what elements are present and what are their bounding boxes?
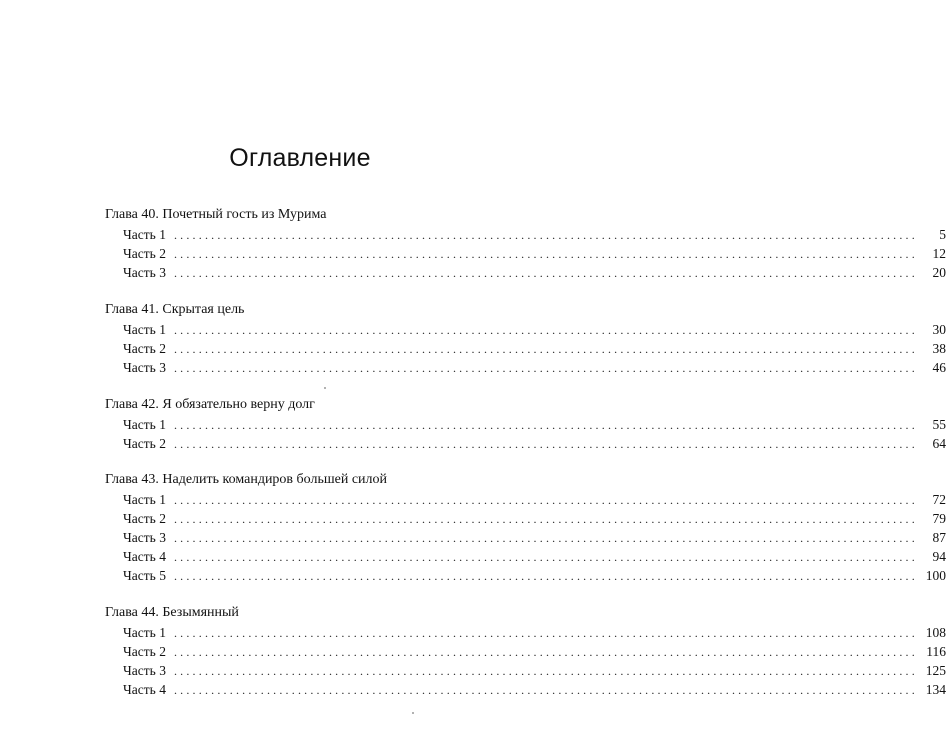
dot-leader: ........................................................................................................................ (173, 323, 918, 337)
toc-entry[interactable] (105, 642, 946, 661)
chapter-title: Глава 40. Почетный гость из Мурима (105, 207, 327, 222)
toc-entry[interactable] (105, 244, 946, 263)
page-number: 5 (939, 227, 946, 242)
dot-leader: ........................................................................................................................ (173, 493, 918, 507)
dot-leader: ........................................................................................................................ (173, 569, 918, 583)
dot-leader: ........................................................................................................................ (173, 664, 918, 678)
dot-leader: ........................................................................................................................ (173, 531, 918, 545)
page-number: 46 (932, 360, 946, 375)
dot-leader: ........................................................................................................................ (173, 645, 918, 659)
chapter-title: Глава 43. Наделить командиров большей силой (105, 472, 388, 487)
part-label: Часть 2 (123, 436, 166, 451)
paper-speck (324, 387, 326, 389)
page-number: 38 (932, 341, 946, 356)
part-label: Часть 1 (123, 492, 166, 507)
page-number: 64 (932, 436, 946, 451)
toc-entry[interactable] (105, 509, 946, 528)
part-label: Часть 1 (123, 227, 166, 242)
chapter-title: Глава 42. Я обязательно верну долг (105, 397, 315, 412)
chapter-41 (105, 300, 946, 377)
toc-entry[interactable] (105, 339, 946, 358)
dot-leader: ........................................................................................................................ (173, 342, 918, 356)
dot-leader: ........................................................................................................................ (173, 361, 918, 375)
part-label: Часть 1 (123, 625, 166, 640)
part-label: Часть 2 (123, 644, 166, 659)
chapter-title: Глава 41. Скрытая цель (105, 302, 245, 317)
part-label: Часть 5 (123, 568, 166, 583)
toc-entry[interactable] (105, 661, 946, 680)
dot-leader: ........................................................................................................................ (173, 626, 918, 640)
toc-entry[interactable] (105, 623, 946, 642)
part-label: Часть 3 (123, 530, 166, 545)
toc-entry[interactable] (105, 225, 946, 244)
chapter-44 (105, 603, 946, 699)
chapter-42 (105, 395, 946, 453)
page-number: 108 (925, 625, 946, 640)
dot-leader: ........................................................................................................................ (173, 512, 918, 526)
page-number: 12 (932, 246, 946, 261)
toc-entry[interactable] (105, 358, 946, 377)
part-label: Часть 4 (123, 682, 166, 697)
page-number: 94 (932, 549, 946, 564)
toc-entry[interactable] (105, 263, 946, 282)
page-number: 72 (932, 492, 946, 507)
toc-entry[interactable] (105, 490, 946, 509)
dot-leader: ........................................................................................................................ (173, 683, 918, 697)
part-label: Часть 1 (123, 322, 166, 337)
toc-entry[interactable] (105, 415, 946, 434)
page-number: 20 (932, 265, 946, 280)
page-number: 30 (932, 322, 946, 337)
dot-leader: ........................................................................................................................ (173, 437, 918, 451)
toc-entry[interactable] (105, 528, 946, 547)
page-number: 116 (926, 644, 946, 659)
part-label: Часть 3 (123, 360, 166, 375)
chapter-43 (105, 470, 946, 585)
chapter-40 (105, 205, 946, 282)
page-number: 87 (932, 530, 946, 545)
toc-entry[interactable] (105, 547, 946, 566)
dot-leader: ........................................................................................................................ (173, 247, 918, 261)
page-number: 55 (932, 417, 946, 432)
part-label: Часть 2 (123, 511, 166, 526)
page-number: 125 (925, 663, 946, 678)
part-label: Часть 2 (123, 246, 166, 261)
page-title: Оглавление (229, 144, 371, 172)
toc-entry[interactable] (105, 566, 946, 585)
part-label: Часть 3 (123, 663, 166, 678)
toc-entry[interactable] (105, 680, 946, 699)
paper-speck (412, 712, 414, 714)
page-number: 79 (932, 511, 946, 526)
page-number: 134 (925, 682, 946, 697)
dot-leader: ........................................................................................................................ (173, 228, 918, 242)
part-label: Часть 3 (123, 265, 166, 280)
dot-leader: ........................................................................................................................ (173, 266, 918, 280)
part-label: Часть 1 (123, 417, 166, 432)
part-label: Часть 2 (123, 341, 166, 356)
dot-leader: ........................................................................................................................ (173, 418, 918, 432)
dot-leader: ........................................................................................................................ (173, 550, 918, 564)
toc-entry[interactable] (105, 320, 946, 339)
part-label: Часть 4 (123, 549, 166, 564)
page-number: 100 (925, 568, 946, 583)
toc-entry[interactable] (105, 434, 946, 453)
chapter-title: Глава 44. Безымянный (105, 605, 239, 620)
